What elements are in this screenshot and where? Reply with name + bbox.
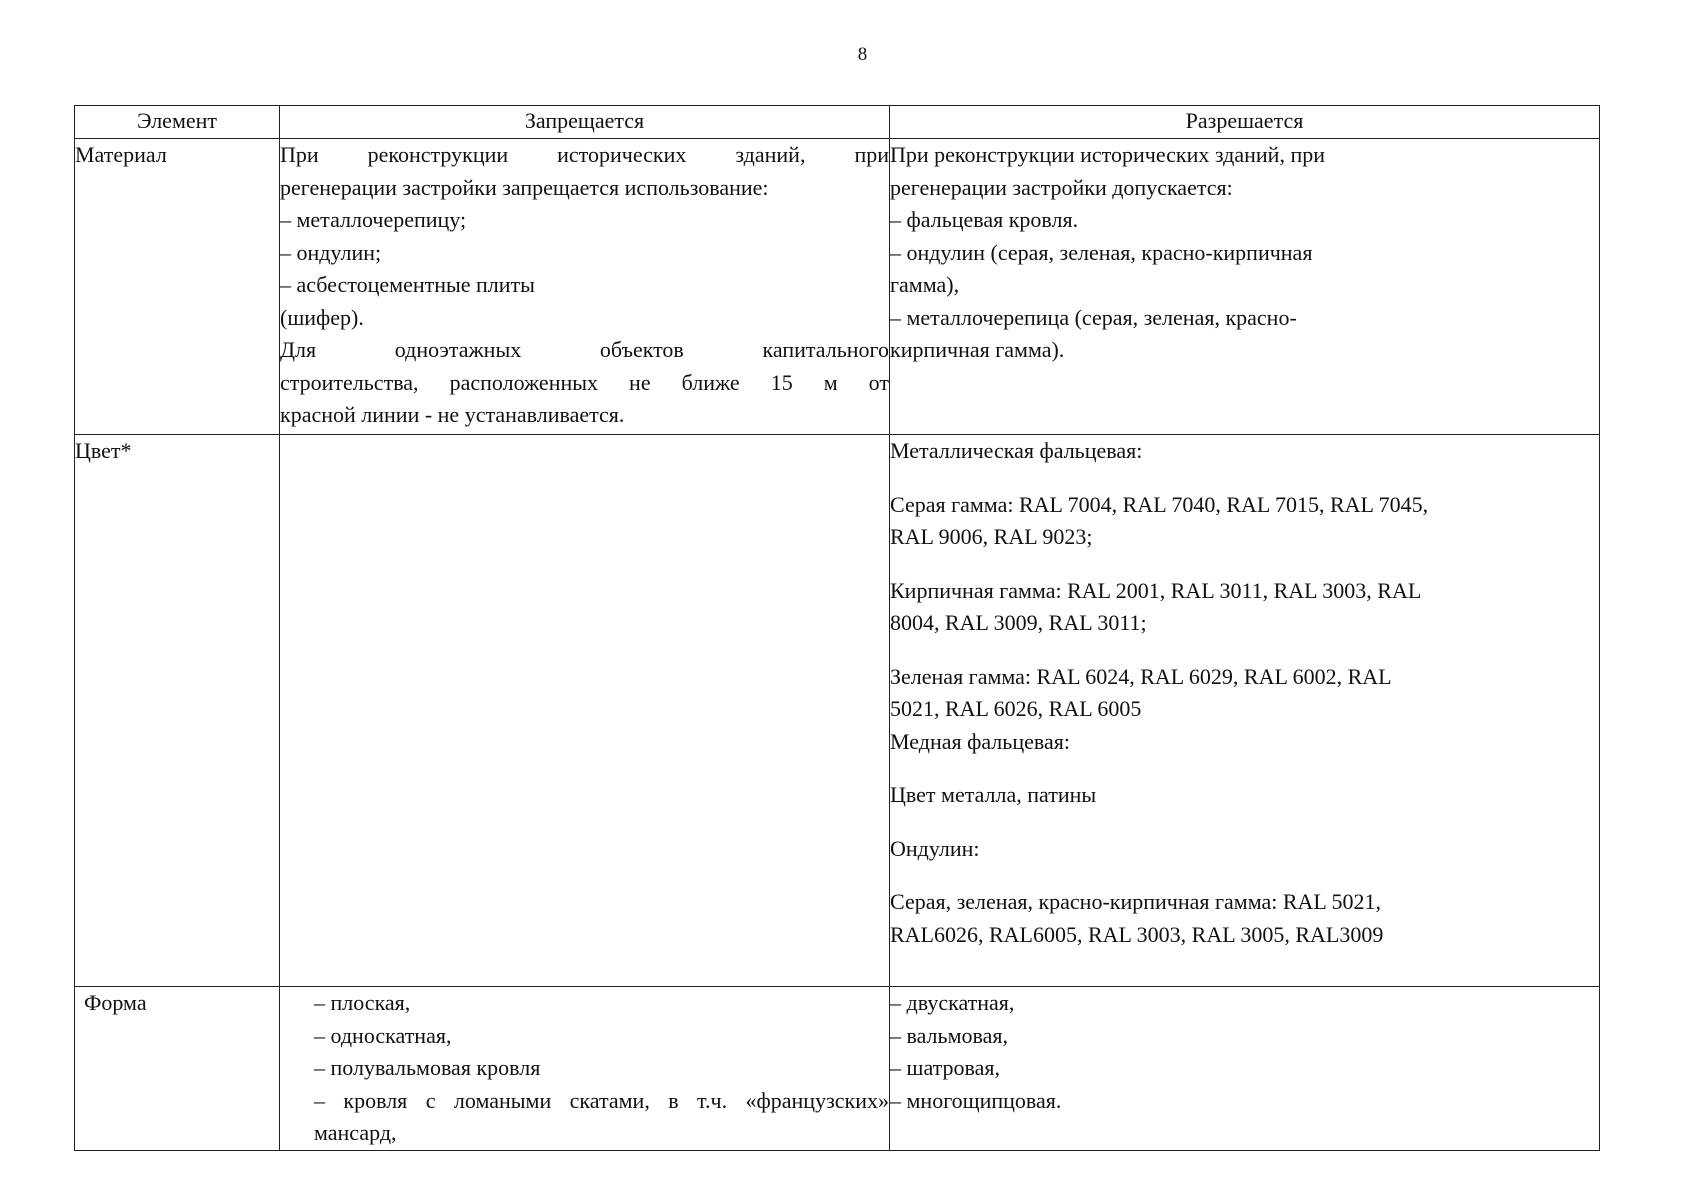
color-element-cell: Цвет* (75, 435, 280, 987)
color-allowed-cell (890, 435, 1600, 987)
table-row-color (75, 435, 1600, 987)
material-forbidden-note-3: красной линии - не устанавливается. (280, 402, 625, 427)
color-ondulin-line-1: Серая, зеленая, красно-кирпичная гамма: RAL 5021, (890, 889, 1382, 914)
material-forbidden-intro-1: При реконструкции исторических зданий, при (280, 142, 889, 167)
form-allowed-item-1: – двускатная, (890, 990, 1015, 1015)
color-green-line-1: Зеленая гамма: RAL 6024, RAL 6029, RAL 6002, RAL (890, 663, 1392, 689)
header-element: Элемент (75, 106, 280, 139)
table-row-material (75, 139, 1600, 435)
material-forbidden-cell (280, 139, 890, 435)
color-grey-line-1: Серая гамма: RAL 7004, RAL 7040, RAL 7015, RAL 7045, (890, 491, 1429, 517)
color-copper-value: Цвет металла, патины (890, 782, 1097, 807)
material-forbidden-item-2: – ондулин; (280, 239, 382, 265)
roof-requirements-table (74, 105, 1600, 1151)
color-copper-title: Медная фальцевая: (890, 728, 1070, 754)
color-forbidden-cell (280, 435, 890, 987)
color-grey-line-2: RAL 9006, RAL 9023; (890, 524, 1093, 549)
color-brick-line-2: 8004, RAL 3009, RAL 3011; (890, 610, 1147, 635)
color-ondulin-title: Ондулин: (890, 835, 980, 861)
material-forbidden-note-2: строительства, расположенных не ближе 15 м от (280, 369, 889, 395)
header-forbidden: Запрещается (280, 106, 890, 139)
color-ondulin-line-2: RAL6026, RAL6005, RAL 3003, RAL 3005, RAL3009 (890, 921, 1384, 947)
material-allowed-line-3: – фальцевая кровля. (890, 207, 1079, 232)
table-row-form (75, 987, 1600, 1151)
material-allowed-line-4: – ондулин (серая, зеленая, красно-кирпичная (890, 239, 1313, 265)
form-allowed-cell (890, 987, 1600, 1151)
form-forbidden-item-2: – односкатная, (314, 1022, 452, 1048)
form-allowed-item-2: – вальмовая, (890, 1022, 1008, 1048)
form-forbidden-cell (280, 987, 890, 1151)
material-forbidden-note-1: Для одноэтажных объектов капитального (280, 337, 889, 362)
material-forbidden-item-3: – асбестоцементные плиты (280, 272, 535, 297)
form-forbidden-item-3: – полувальмовая кровля (314, 1055, 541, 1080)
color-green-line-2: 5021, RAL 6026, RAL 6005 (890, 696, 1142, 721)
material-forbidden-intro-2: регенерации застройки запрещается использование: (280, 174, 769, 200)
form-element-cell: Форма (75, 987, 280, 1151)
material-allowed-cell (890, 139, 1600, 435)
form-allowed-item-3: – шатровая, (890, 1055, 1000, 1080)
material-allowed-line-7: кирпичная гамма). (890, 337, 1065, 362)
material-allowed-line-2: регенерации застройки допускается: (890, 174, 1233, 200)
material-forbidden-item-1: – металлочерепицу; (280, 207, 467, 232)
form-forbidden-item-4b: мансард, (314, 1120, 397, 1145)
page-number: 8 (857, 44, 868, 65)
header-allowed: Разрешается (890, 106, 1600, 139)
material-allowed-line-5: гамма), (890, 272, 960, 297)
color-brick-line-1: Кирпичная гамма: RAL 2001, RAL 3011, RAL 3003, RAL (890, 577, 1422, 603)
form-forbidden-item-4a: – кровля с ломаными скатами, в т.ч. «французских» (314, 1087, 889, 1113)
material-element-cell: Материал (75, 139, 280, 435)
material-allowed-line-6: – металлочерепица (серая, зеленая, красно- (890, 304, 1297, 330)
material-allowed-line-1: При реконструкции исторических зданий, при (890, 142, 1325, 167)
form-forbidden-item-1: – плоская, (314, 990, 411, 1015)
color-metal-title: Металлическая фальцевая: (890, 438, 1143, 463)
table-header-row (75, 106, 1600, 139)
material-forbidden-item-3b: (шифер). (280, 304, 364, 330)
form-allowed-item-4: – многощипцовая. (890, 1087, 1062, 1113)
